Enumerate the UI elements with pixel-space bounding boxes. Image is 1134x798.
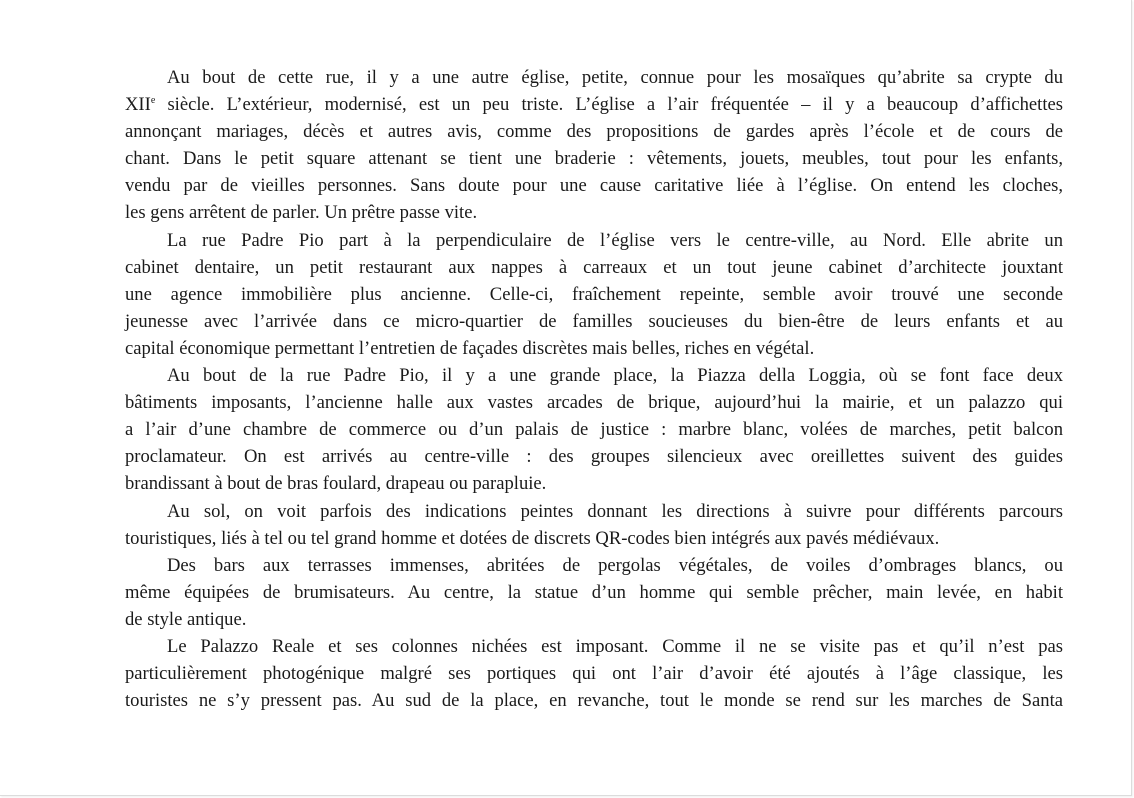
text-line: touristes ne s’y pressent pas. Au sud de la place, en revanche, tout le monde se rend sur les marches de Santa [125, 690, 1063, 712]
text-line: Des bars aux terrasses immenses, abritées de pergolas végétales, de voiles d’ombrages blancs, ou [167, 554, 1063, 576]
paragraph [125, 498, 1063, 552]
text-line: vendu par de vieilles personnes. Sans doute pour une cause caritative liée à l’église. On entend les cloches, [125, 175, 1063, 197]
text-line: chant. Dans le petit square attenant se tient une braderie : vêtements, jouets, meubles, tout pour les enfants, [125, 148, 1063, 170]
paragraph [125, 362, 1063, 497]
text-line: XIIe siècle. L’extérieur, modernisé, est un peu triste. L’église a l’air fréquentée – il y a beaucoup d’affichettes [125, 94, 1063, 116]
text-line: bâtiments imposants, l’ancienne halle aux vastes arcades de brique, aujourd’hui la mairie, et un palazzo qui [125, 392, 1063, 414]
text-line: a l’air d’une chambre de commerce ou d’un palais de justice : marbre blanc, volées de marches, petit balcon [125, 419, 1063, 441]
paragraph [125, 64, 1063, 227]
text-line: Le Palazzo Reale et ses colonnes nichées est imposant. Comme il ne se visite pas et qu’il n’est pas [167, 635, 1063, 657]
text-line: cabinet dentaire, un petit restaurant aux nappes à carreaux et un tout jeune cabinet d’architecte jouxtant [125, 256, 1063, 278]
text-line: Au sol, on voit parfois des indications peintes donnant les directions à suivre pour différents parcours [167, 500, 1063, 522]
text-line: Au bout de la rue Padre Pio, il y a une grande place, la Piazza della Loggia, où se font face deux [167, 365, 1063, 387]
text-line: Au bout de cette rue, il y a une autre église, petite, connue pour les mosaïques qu’abrite sa crypte du [167, 67, 1063, 88]
text-line: annonçant mariages, décès et autres avis, comme des propositions de gardes après l’école et de cours de [125, 121, 1063, 143]
text-line: de style antique. [125, 608, 247, 630]
text-line: capital économique permettant l’entretien de façades discrètes mais belles, riches en végétal. [125, 337, 815, 359]
text-line: même équipées de brumisateurs. Au centre, la statue d’un homme qui semble prêcher, main levée, en habit [125, 581, 1063, 603]
paragraph [125, 227, 1063, 362]
paragraph [125, 633, 1063, 714]
text-line: les gens arrêtent de parler. Un prêtre passe vite. [125, 202, 478, 224]
text-line: jeunesse avec l’arrivée dans ce micro-quartier de familles soucieuses du bien-être de leurs enfants et au [125, 310, 1063, 332]
paragraph [125, 552, 1063, 633]
text-line: proclamateur. On est arrivés au centre-ville : des groupes silencieux avec oreillettes suivent des guides [125, 446, 1063, 468]
body-text [125, 64, 1063, 714]
text-line: brandissant à bout de bras foulard, drapeau ou parapluie. [125, 473, 547, 495]
text-line: La rue Padre Pio part à la perpendiculaire de l’église vers le centre-ville, au Nord. Elle abrite un [167, 229, 1063, 251]
text-line: touristiques, liés à tel ou tel grand homme et dotées de discrets QR-codes bien intégrés aux pavés médiévaux. [125, 527, 940, 549]
text-line: particulièrement photogénique malgré ses portiques qui ont l’air d’avoir été ajoutés à l’âge classique, les [125, 663, 1063, 685]
text-line: une agence immobilière plus ancienne. Celle-ci, fraîchement repeinte, semble avoir trouvé une seconde [125, 283, 1063, 305]
